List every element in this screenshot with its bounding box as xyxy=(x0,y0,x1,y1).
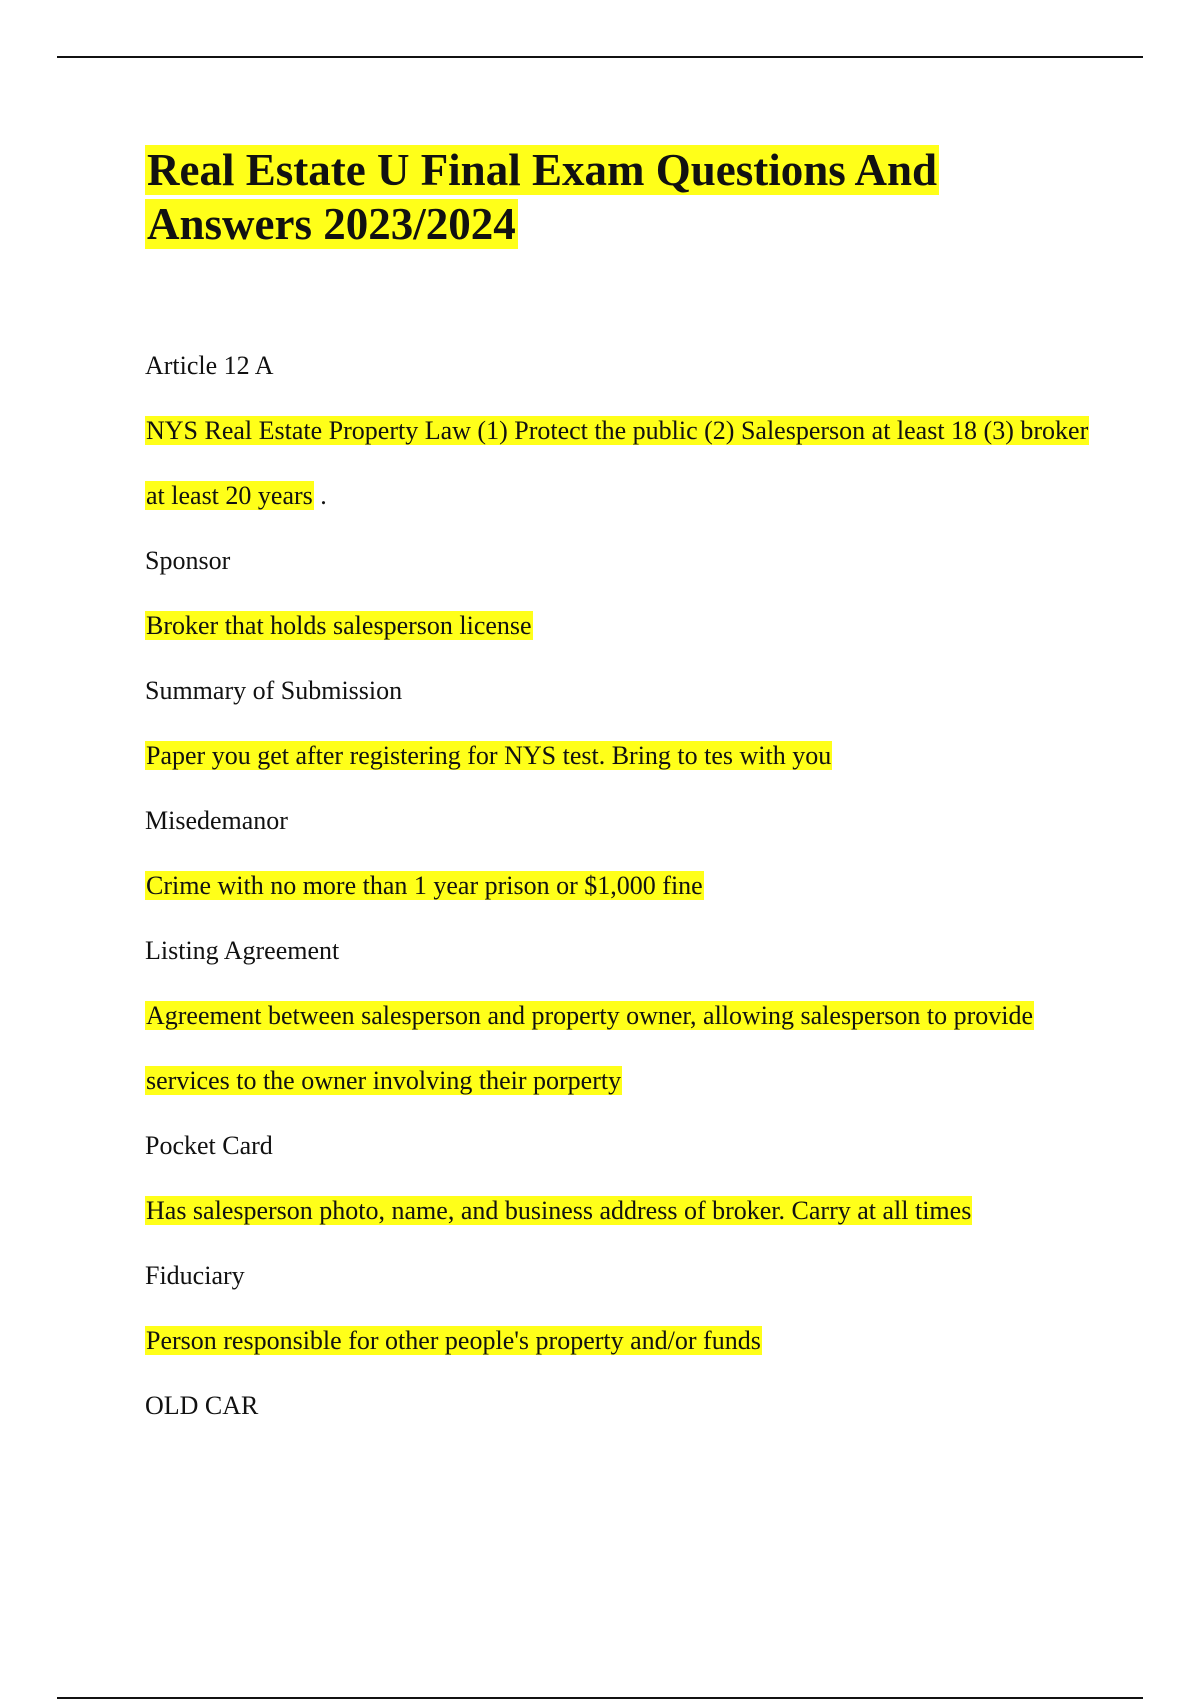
definition xyxy=(145,398,1095,528)
definition xyxy=(145,1178,1095,1243)
top-rule xyxy=(57,56,1143,58)
term: Summary of Submission xyxy=(145,676,403,705)
term: Misedemanor xyxy=(145,806,288,835)
flashcard-entry xyxy=(145,528,1095,658)
term: Pocket Card xyxy=(145,1131,273,1160)
definition xyxy=(145,853,1095,918)
definition-highlight: Person responsible for other people's property and/or funds xyxy=(146,1326,761,1355)
title-highlight: Real Estate U Final Exam Questions And Answers 2023/2024 xyxy=(147,145,938,249)
document-title xyxy=(145,143,1045,251)
bottom-rule xyxy=(57,1697,1143,1699)
flashcard-entry xyxy=(145,658,1095,788)
term: OLD CAR xyxy=(145,1391,259,1420)
flashcard-entry xyxy=(145,1113,1095,1243)
definition xyxy=(145,593,1095,658)
flashcard-entry xyxy=(145,1243,1095,1373)
definition xyxy=(145,983,1095,1113)
definition-highlight: NYS Real Estate Property Law (1) Protect the public (2) Salesperson at least 18 (3) broker at least 20 years xyxy=(146,416,1089,510)
flashcard-list xyxy=(145,333,1145,1438)
definition xyxy=(145,1308,1095,1373)
definition-highlight: Crime with no more than 1 year prison or $1,000 fine xyxy=(146,871,703,900)
definition-highlight: Paper you get after registering for NYS test. Bring to tes with you xyxy=(146,741,832,770)
term: Article 12 A xyxy=(145,351,274,380)
definition-suffix: . xyxy=(313,481,327,510)
flashcard-entry xyxy=(145,1373,1095,1438)
flashcard-entry xyxy=(145,918,1095,1113)
term: Fiduciary xyxy=(145,1261,245,1290)
flashcard-entry xyxy=(145,333,1095,528)
definition-highlight: Broker that holds salesperson license xyxy=(146,611,532,640)
flashcard-entry xyxy=(145,788,1095,918)
definition xyxy=(145,723,1095,788)
term: Listing Agreement xyxy=(145,936,340,965)
term: Sponsor xyxy=(145,546,231,575)
document-body xyxy=(145,143,1145,1438)
definition-highlight: Agreement between salesperson and property owner, allowing salesperson to provide services to the owner involving their porperty xyxy=(146,1001,1034,1095)
definition-highlight: Has salesperson photo, name, and business address of broker. Carry at all times xyxy=(146,1196,972,1225)
